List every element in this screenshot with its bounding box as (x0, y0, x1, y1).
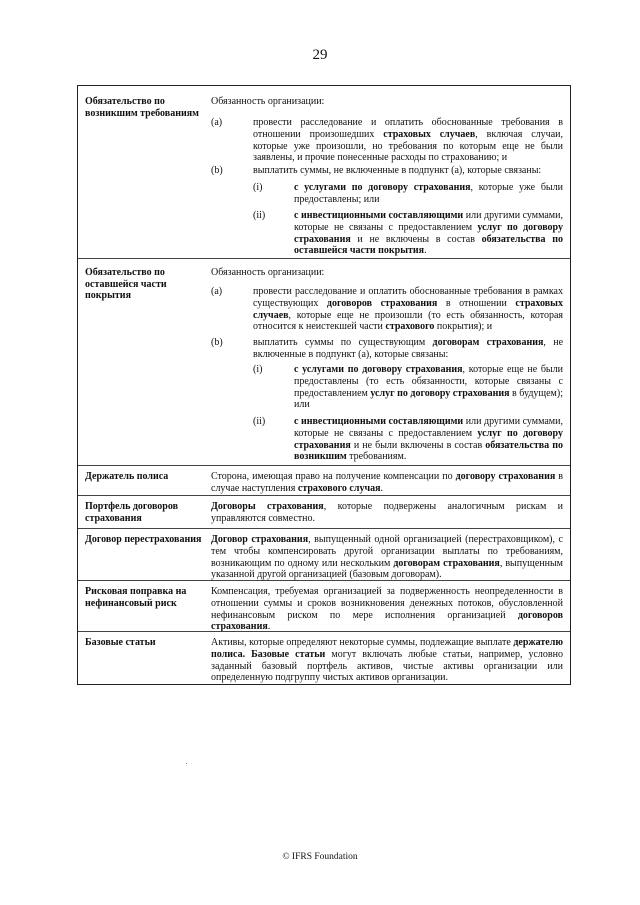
definition-lead: Обязанность организации: (211, 96, 325, 107)
glossary-row-risk-adjustment (78, 580, 570, 632)
glossary-table (77, 85, 571, 685)
term-policyholder: Держатель полиса (85, 471, 169, 482)
definition-portfolio: Договоры страхования, которые подвержены аналогичным рискам и управляются совместно. (211, 501, 563, 524)
definition-risk-adjustment: Компенсация, требуемая организацией за подверженность неопределенности в отношении суммы и сроков возникновения денежных потоков, обусловленной нефинансовым риском по мере исполнения организацией договоров страхования. (211, 586, 563, 633)
term-reinsurance: Договор перестрахования (85, 534, 202, 545)
definition-reinsurance: Договор страхования, выпущенный одной организацией (перестраховщиком), с тем чтобы компенсировать другой организации выплаты по требованиям, возникающим по одному или нескольким договорам страхования, выпущенным указанной другой организацией (базовым договорам). (211, 534, 564, 581)
definition-lead: Обязанность организации: (211, 267, 325, 278)
subitem-ii-text: с инвестиционными составляющими или другими суммами, которые не связаны с предоставлением услуг по договору страхования и не были включены в состав обязательства по возникшим требованиям. (294, 416, 563, 463)
term-portfolio: Портфель договоров страхования (85, 501, 179, 524)
term-underlying-items: Базовые статьи (85, 637, 156, 648)
item-label-a: (a) (211, 286, 223, 297)
subitem-label-i: (i) (253, 364, 263, 375)
subitem-label-ii: (ii) (253, 416, 266, 427)
definition-underlying-items: Активы, которые определяют некоторые суммы, подлежащие выплате держателю полиса. Базовые статьи могут включать любые статьи, например, условно заданный базовый портфель активов, чистые активы организации или определенную подгруппу чистых активов организации. (211, 637, 563, 684)
term-liability-incurred-claims: Обязательство по возникшим требованиям (85, 96, 199, 119)
item-label-b: (b) (211, 165, 223, 176)
glossary-row-underlying-items (78, 631, 570, 687)
item-label-a: (a) (211, 117, 223, 128)
subitem-ii-text: с инвестиционными составляющими или другими суммами, которые не связаны с предоставлением услуг по договору страхования и не включены в состав обязательства по оставшейся части покрытия. (294, 210, 563, 257)
definition-policyholder: Сторона, имеющая право на получение компенсации по договору страхования в случае наступления страхового случая. (211, 471, 563, 494)
item-a-text: провести расследование и оплатить обоснованные требования в отношении произошедших страховых случаев, включая случаи, которые уже произошли, но требования по которым еще не были заявлены, и прочие понесенные расходы по страхованию; и (253, 117, 563, 164)
subitem-label-i: (i) (253, 182, 263, 193)
glossary-row-liability-incurred-claims (78, 86, 570, 258)
subitem-label-ii: (ii) (253, 210, 266, 221)
subitem-i-text: с услугами по договору страхования, которые еще не были предоставлены (то есть обязанности, которые связаны с предоставлением услуг по договору страхования в будущем); или (294, 364, 563, 411)
glossary-row-portfolio (78, 495, 570, 529)
subitem-i-text: с услугами по договору страхования, которые уже были предоставлены; или (294, 182, 563, 205)
term-risk-adjustment: Рисковая поправка на нефинансовый риск (85, 586, 187, 609)
glossary-row-reinsurance (78, 528, 570, 581)
glossary-row-liability-remaining-coverage (78, 258, 570, 466)
term-liability-remaining-coverage: Обязательство по оставшейся части покрытия (85, 267, 167, 301)
scan-speck (186, 763, 187, 764)
item-label-b: (b) (211, 337, 223, 348)
glossary-row-policyholder (78, 465, 570, 496)
footer-copyright: © IFRS Foundation (282, 852, 358, 862)
item-b-text: выплатить суммы, не включенные в подпункт (a), которые связаны: (253, 165, 542, 176)
page-number: 29 (312, 47, 328, 63)
item-a-text: провести расследование и оплатить обоснованные требования в рамках существующих договоров страхования в отношении страховых случаев, которые еще не произошли (то есть обязанность, которая относится к неистекшей части страхового покрытия); и (253, 286, 563, 333)
item-b-text: выплатить суммы по существующим договорам страхования, не включенные в подпункт (a), которые связаны: (253, 337, 564, 360)
